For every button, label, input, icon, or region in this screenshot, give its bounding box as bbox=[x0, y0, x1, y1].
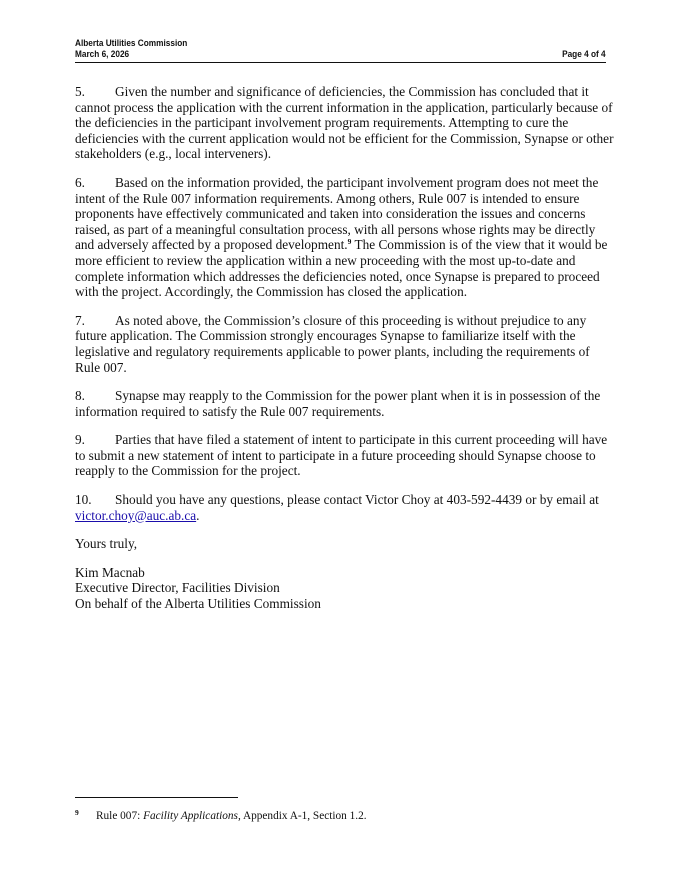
signature-block bbox=[75, 565, 615, 612]
footnote-text: Rule 007: bbox=[96, 810, 144, 822]
paragraph-number: 6. bbox=[75, 174, 85, 190]
paragraph-7 bbox=[75, 313, 615, 375]
paragraph-8 bbox=[75, 388, 615, 419]
footnote-mark: 9 bbox=[75, 808, 79, 817]
paragraph-text: Parties that have filed a statement of intent to participate in this current proceeding will have to submit a new statement of intent to participate in a future proceeding should Synapse choose to reapply to the Commission for the project. bbox=[75, 432, 608, 479]
paragraph-number: 7. bbox=[75, 312, 85, 328]
signatory-on-behalf: On behalf of the Alberta Utilities Commission bbox=[75, 596, 321, 612]
paragraph-text: As noted above, the Commission’s closure of this proceeding is without prejudice to any future application. The Commission strongly encourages Synapse to familiarize itself with the legislative and regulatory requirements applicable to power plants, including the requirements of Rule 007. bbox=[75, 312, 590, 375]
header-page-indicator: Page 4 of 4 bbox=[562, 48, 606, 59]
paragraph-number: 9. bbox=[75, 432, 85, 448]
paragraph-text: Should you have any questions, please contact Victor Choy at 403-592-4439 or by email at bbox=[115, 492, 599, 508]
footnote-italic-title: Facility Applications, bbox=[143, 810, 241, 822]
header-divider bbox=[75, 62, 606, 63]
footnote-divider bbox=[75, 797, 238, 798]
footnote-text-end: Appendix A-1, Section 1.2. bbox=[240, 810, 367, 822]
letter-body bbox=[75, 84, 615, 612]
paragraph-text: Synapse may reapply to the Commission for the power plant when it is in possession of the information required to satisfy the Rule 007 requirements. bbox=[75, 388, 601, 419]
paragraph-text-end: . bbox=[196, 507, 200, 523]
paragraph-number: 10. bbox=[75, 492, 92, 508]
signatory-name: Kim Macnab bbox=[75, 564, 145, 580]
closing-salutation: Yours truly, bbox=[75, 536, 138, 552]
paragraph-text-continued: The Commission is of the view that it would be more efficient to review the application within a new proceeding with the most up-to-date and complete information which addresses the deficiencies noted, once Synapse is prepared to proceed with the project. Accordingly, the Commission has closed the application. bbox=[75, 237, 608, 300]
email-link[interactable]: victor.choy@auc.ab.ca bbox=[75, 507, 197, 523]
paragraph-text: Based on the information provided, the participant involvement program does not meet the intent of the Rule 007 information requirements. Among others, Rule 007 is intended to ensure proponents have effectively communicated and taken into consideration the issues and concerns raised, as part of a meaningful consultation process, with all persons whose rights may be directly and adversely affected by a proposed development. bbox=[75, 174, 599, 253]
paragraph-10 bbox=[75, 492, 615, 523]
paragraph-6 bbox=[75, 175, 615, 300]
page-header bbox=[75, 37, 606, 59]
paragraph-5 bbox=[75, 84, 615, 162]
paragraph-number: 5. bbox=[75, 84, 85, 99]
paragraph-9 bbox=[75, 432, 615, 479]
footnote-reference[interactable]: 9 bbox=[347, 237, 352, 247]
footnote-9 bbox=[75, 806, 367, 823]
signatory-title: Executive Director, Facilities Division bbox=[75, 580, 280, 596]
header-organization: Alberta Utilities Commission bbox=[75, 37, 188, 48]
paragraph-number: 8. bbox=[75, 388, 85, 404]
paragraph-text: Given the number and significance of deficiencies, the Commission has concluded that it cannot process the application with the current information in the application, particularly because of the deficiencies in the participant involvement program requirements. Attempting to cure the deficiencies with the current application would not be efficient for the Commission, Synapse or other stakeholders (e.g., local interveners). bbox=[75, 84, 614, 162]
header-date: March 6, 2026 bbox=[75, 48, 130, 59]
